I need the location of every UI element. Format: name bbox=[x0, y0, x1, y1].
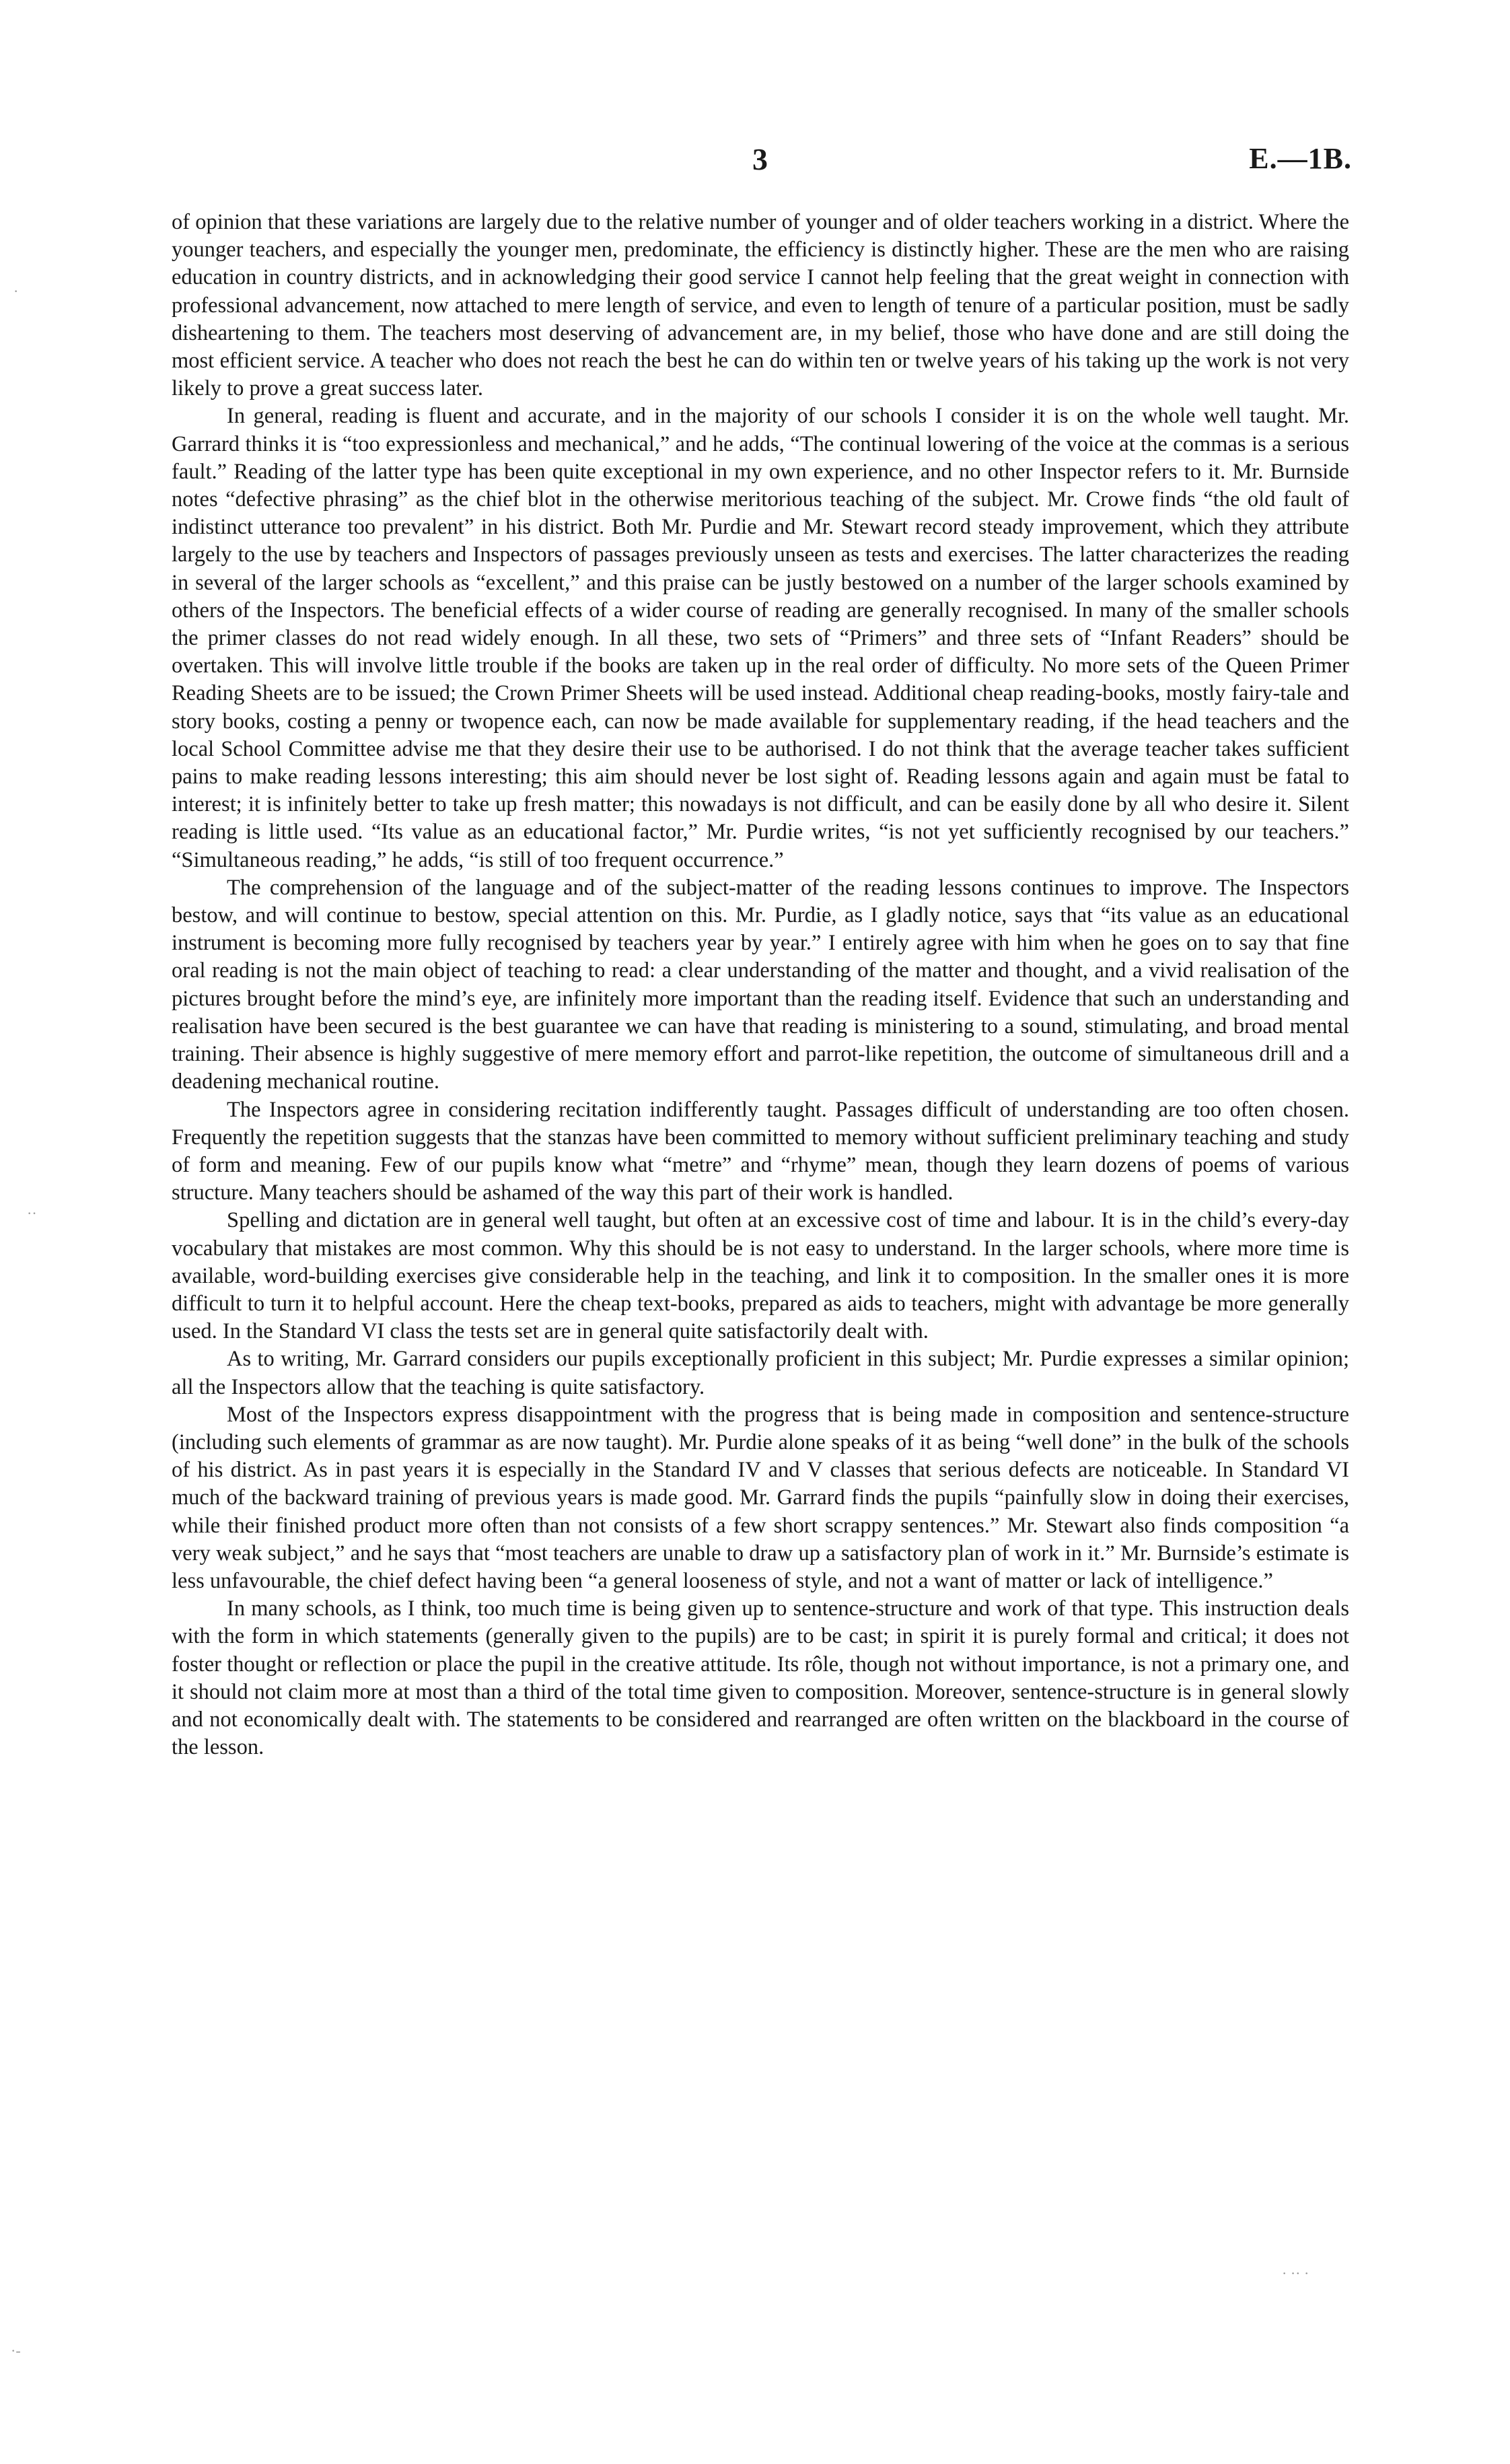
paragraph-sentence-structure: In many schools, as I think, too much time is being given up to sentence-structure and work of that type. This instruction deals with the form in which statements (generally given to the pupils) are to be cast; in spirit it is purely formal and critical; it does not foster thought or reflection or place the pupil in the creative attitude. Its rôle, though not without importance, is not a primary one, and it should not claim more at most than a third of the total time given to composition. Moreover, sentence-structure is in general slowly and not economically dealt with. The statements to be considered and rearranged are often written on the blackboard in the course of the lesson. bbox=[172, 1596, 1349, 1760]
scan-speck: ·· bbox=[27, 1205, 37, 1222]
paragraph-composition: Most of the Inspectors express disappointment with the progress that is being made in composition and sentence-structure (including such elements of grammar as are now taught). Mr. Purdie alone speaks of it as being “well done” in the bulk of the schools of his district. As in past years it is especially in the Standard IV and V classes that serious defects are noticeable. In Standard VI much of the backward training of previous years is made good. Mr. Garrard finds the pupils “painfully slow in doing their exercises, while their finished product more often than not consists of a few short scrappy sentences.” Mr. Stewart also finds composition “a very weak subject,” and he says that “most teachers are unable to draw up a satisfactory plan of work in it.” Mr. Burnside’s estimate is less unfavourable, the chief defect having been “a general looseness of style, and not a want of matter or lack of intelligence.” bbox=[172, 1402, 1349, 1593]
paragraph-spelling: Spelling and dictation are in general well taught, but often at an excessive cost of time and labour. It is in the child’s every-day vocabulary that mistakes are most common. Why this should be is not easy to understand. In the larger schools, where more time is available, word-building exercises give considerable help in the teaching, and link it to composition. In the smaller ones it is more difficult to turn it to helpful account. Here the cheap text-books, prepared as aids to teachers, might with advantage be more generally used. In the Standard VI class the tests set are in general quite satisfactorily dealt with. bbox=[172, 1208, 1349, 1344]
document-reference: E.—1B. bbox=[1249, 142, 1352, 175]
paragraph-comprehension: The comprehension of the language and of the subject-matter of the reading lessons continues to improve. The Inspectors bestow, and will continue to bestow, special attention on this. Mr. Purdie, as I gladly notice, says that “its value as an educational instrument is becoming more fully recognised by teachers year by year.” I entirely agree with him when he goes on to say that fine oral reading is not the main object of teaching to read: a clear understanding of the matter and thought, and a vivid realisation of the pictures brought before the mind’s eye, are infinitely more important than the reading itself. Evidence that such an understanding and realisation have been secured is the best guarantee we can have that reading is ministering to a sound, stimulating, and broad mental training. Their absence is highly suggestive of mere memory effort and parrot-like repetition, the outcome of simultaneous drill and a deadening mechanical routine. bbox=[172, 875, 1349, 1094]
paragraph-recitation: The Inspectors agree in considering recitation indifferently taught. Passages difficult of understanding are too often chosen. Frequently the repetition suggests that the stanzas have been committed to memory without sufficient preliminary teaching and study of form and meaning. Few of our pupils know what “metre” and “rhyme” mean, though they learn dozens of poems of various structure. Many teachers should be ashamed of the way this part of their work is handled. bbox=[172, 1097, 1349, 1205]
scan-speck: · ·· · bbox=[1282, 2265, 1309, 2282]
scan-speck: ·- bbox=[11, 2342, 21, 2359]
scan-speck: · bbox=[13, 283, 19, 300]
paragraph-reading: In general, reading is fluent and accurate, and in the majority of our schools I consider it is on the whole well taught. Mr. Garrard thinks it is “too expressionless and mechanical,” and he adds, “The continual lowering of the voice at the commas is a serious fault.” Reading of the latter type has been quite exceptional in my own experience, and no other Inspector refers to it. Mr. Burnside notes “defective phrasing” as the chief blot in the otherwise meritorious teaching of the subject. Mr. Crowe finds “the old fault of indistinct utterance too prevalent” in his district. Both Mr. Purdie and Mr. Stewart record steady improvement, which they attribute largely to the use by teachers and Inspectors of passages previously unseen as tests and exercises. The latter characterizes the reading in several of the larger schools as “excellent,” and this praise can be justly bestowed on a number of the larger schools examined by others of the Inspectors. The beneficial effects of a wider course of reading are generally recognised. In many of the smaller schools the primer classes do not read widely enough. In all these, two sets of “Primers” and three sets of “Infant Readers” should be overtaken. This will involve little trouble if the books are taken up in the real order of difficulty. No more sets of the Queen Primer Reading Sheets are to be issued; the Crown Primer Sheets will be used instead. Additional cheap reading-books, mostly fairy-tale and story books, costing a penny or twopence each, can now be made available for supplementary reading, if the head teachers and the local School Committee advise me that they desire their use to be authorised. I do not think that the average teacher takes sufficient pains to make reading lessons interesting; this aim should never be lost sight of. Reading lessons again and again must be fatal to interest; it is infinitely better to take up fresh matter; this nowadays is not difficult, and can be easily done by all who desire it. Silent reading is little used. “Its value as an educational factor,” Mr. Purdie writes, “is not yet sufficiently recognised by our teachers.” “Simultaneous reading,” he adds, “is still of too frequent occurrence.” bbox=[172, 404, 1349, 872]
paragraph-writing: As to writing, Mr. Garrard considers our pupils exceptionally proficient in this subject; Mr. Purdie expresses a similar opinion; all the Inspectors allow that the teaching is quite satisfactory. bbox=[172, 1347, 1349, 1399]
page-header bbox=[0, 141, 1510, 182]
page-number: 3 bbox=[752, 142, 768, 176]
body-text bbox=[172, 209, 1349, 1761]
paragraph-teacher-efficiency: of opinion that these variations are largely due to the relative number of younger and of older teachers working in a district. Where the younger teachers, and especially the younger men, predominate, the efficiency is distinctly higher. These are the men who are raising education in country districts, and in acknowledging their good service I cannot help feeling that the great weight in connection with professional advancement, now attached to mere length of service, and even to length of tenure of a particular position, must be sadly disheartening to them. The teachers most deserving of advancement are, in my belief, those who have done and are still doing the most efficient service. A teacher who does not reach the best he can do within ten or twelve years of his taking up the work is not very likely to prove a great success later. bbox=[172, 210, 1349, 401]
